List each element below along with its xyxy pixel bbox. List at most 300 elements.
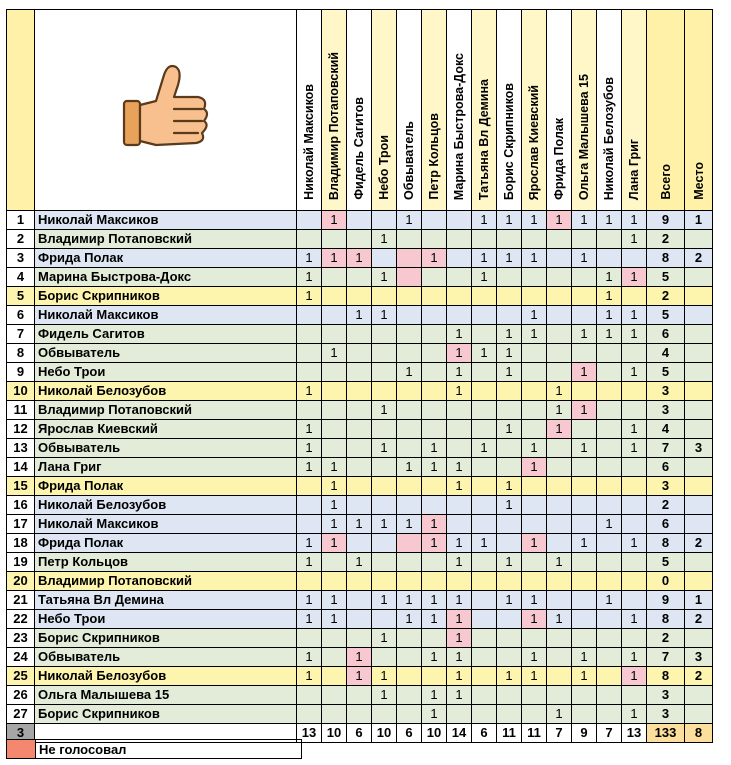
- row-total: 5: [647, 268, 685, 287]
- vote-cell: 1: [622, 667, 647, 686]
- vote-cell: 1: [322, 477, 347, 496]
- row-place: 1: [685, 211, 713, 230]
- vote-cell: [297, 572, 322, 591]
- vote-cell: [397, 325, 422, 344]
- row-total: 2: [647, 230, 685, 249]
- row-place: [685, 629, 713, 648]
- vote-cell: [372, 477, 397, 496]
- vote-cell: 1: [347, 667, 372, 686]
- vote-cell: 1: [547, 420, 572, 439]
- row-total: 8: [647, 667, 685, 686]
- vote-cell: 1: [347, 306, 372, 325]
- vote-cell: 1: [572, 211, 597, 230]
- table-row: [7, 401, 713, 420]
- vote-cell: 1: [447, 667, 472, 686]
- vote-cell: [497, 686, 522, 705]
- vote-cell: [522, 553, 547, 572]
- vote-cell: [372, 420, 397, 439]
- vote-cell: 1: [447, 344, 472, 363]
- row-total: 9: [647, 211, 685, 230]
- row-name: Ольга Малышева 15: [35, 686, 297, 705]
- row-total: 7: [647, 439, 685, 458]
- vote-cell: 1: [372, 401, 397, 420]
- votes-table: [6, 9, 713, 743]
- vote-cell: 1: [547, 401, 572, 420]
- vote-cell: 1: [622, 230, 647, 249]
- col-header-label: Ярослав Киевский: [527, 84, 541, 200]
- col-header-label: Лана Григ: [627, 138, 641, 200]
- footer-place: 8: [685, 724, 713, 743]
- vote-cell: [497, 439, 522, 458]
- header-row: [7, 10, 713, 211]
- vote-cell: [472, 382, 497, 401]
- row-name: Николай Максиков: [35, 306, 297, 325]
- row-place: 3: [685, 439, 713, 458]
- row-number: 23: [7, 629, 35, 648]
- vote-cell: 1: [547, 610, 572, 629]
- vote-cell: [597, 705, 622, 724]
- vote-cell: [447, 211, 472, 230]
- row-place: [685, 287, 713, 306]
- vote-cell: 1: [447, 686, 472, 705]
- table-row: [7, 382, 713, 401]
- row-total: 8: [647, 534, 685, 553]
- vote-cell: 1: [297, 610, 322, 629]
- vote-cell: [422, 344, 447, 363]
- column-total: 6: [397, 724, 422, 743]
- vote-cell: 1: [522, 610, 547, 629]
- row-place: 1: [685, 591, 713, 610]
- vote-cell: 1: [447, 534, 472, 553]
- vote-cell: [572, 572, 597, 591]
- vote-cell: [622, 496, 647, 515]
- vote-cell: 1: [597, 515, 622, 534]
- table-row: [7, 458, 713, 477]
- vote-cell: [522, 420, 547, 439]
- vote-cell: [347, 420, 372, 439]
- row-number: 1: [7, 211, 35, 230]
- vote-cell: [322, 230, 347, 249]
- table-row: [7, 211, 713, 230]
- vote-cell: 1: [422, 591, 447, 610]
- row-place: [685, 268, 713, 287]
- vote-cell: [422, 363, 447, 382]
- col-header: [322, 10, 347, 211]
- vote-cell: [572, 287, 597, 306]
- row-place: 2: [685, 534, 713, 553]
- vote-cell: [322, 306, 347, 325]
- grand-total: 133: [647, 724, 685, 743]
- vote-cell: [522, 477, 547, 496]
- row-name: Борис Скрипников: [35, 287, 297, 306]
- vote-cell: [497, 230, 522, 249]
- vote-cell: [347, 572, 372, 591]
- vote-cell: [622, 287, 647, 306]
- vote-cell: [397, 344, 422, 363]
- row-number: 15: [7, 477, 35, 496]
- vote-cell: 1: [297, 268, 322, 287]
- row-name: Марина Быстрова-Докс: [35, 268, 297, 287]
- row-name: Владимир Потаповский: [35, 572, 297, 591]
- vote-cell: [547, 515, 572, 534]
- vote-cell: 1: [322, 249, 347, 268]
- vote-cell: 1: [397, 591, 422, 610]
- vote-cell: [397, 667, 422, 686]
- vote-cell: [372, 534, 397, 553]
- vote-cell: [297, 363, 322, 382]
- vote-cell: [447, 572, 472, 591]
- vote-cell: [322, 363, 347, 382]
- table-row: [7, 572, 713, 591]
- row-number: 16: [7, 496, 35, 515]
- vote-cell: [397, 287, 422, 306]
- vote-cell: 1: [572, 648, 597, 667]
- vote-cell: [347, 211, 372, 230]
- row-total: 9: [647, 591, 685, 610]
- vote-cell: [397, 553, 422, 572]
- vote-cell: [522, 268, 547, 287]
- vote-cell: [497, 287, 522, 306]
- vote-cell: [572, 230, 597, 249]
- vote-cell: [572, 458, 597, 477]
- row-number: 11: [7, 401, 35, 420]
- vote-cell: 1: [547, 211, 572, 230]
- vote-cell: [597, 439, 622, 458]
- corner-cell: [7, 10, 35, 211]
- vote-cell: [397, 648, 422, 667]
- vote-cell: 1: [597, 325, 622, 344]
- row-place: 2: [685, 667, 713, 686]
- vote-cell: [547, 287, 572, 306]
- vote-cell: 1: [422, 648, 447, 667]
- col-header: [597, 10, 622, 211]
- vote-cell: 1: [622, 534, 647, 553]
- col-header-label: Ольга Малышева 15: [577, 73, 591, 200]
- vote-cell: 1: [297, 534, 322, 553]
- vote-cell: [497, 268, 522, 287]
- vote-cell: [572, 591, 597, 610]
- vote-cell: [297, 306, 322, 325]
- vote-cell: 1: [397, 458, 422, 477]
- vote-cell: [547, 344, 572, 363]
- vote-cell: [372, 325, 397, 344]
- vote-cell: [522, 629, 547, 648]
- vote-cell: 1: [622, 610, 647, 629]
- row-total: 3: [647, 477, 685, 496]
- vote-cell: [472, 306, 497, 325]
- row-name: Борис Скрипников: [35, 629, 297, 648]
- vote-cell: 1: [497, 667, 522, 686]
- col-header-label: Фидель Сагитов: [352, 97, 366, 200]
- row-number: 2: [7, 230, 35, 249]
- vote-cell: [547, 629, 572, 648]
- vote-cell: [297, 344, 322, 363]
- vote-cell: [397, 534, 422, 553]
- column-total: 10: [322, 724, 347, 743]
- vote-cell: [472, 401, 497, 420]
- vote-cell: [572, 420, 597, 439]
- vote-cell: [447, 401, 472, 420]
- vote-cell: [572, 344, 597, 363]
- vote-cell: [522, 496, 547, 515]
- vote-cell: 1: [322, 211, 347, 230]
- vote-cell: [347, 477, 372, 496]
- vote-cell: [572, 686, 597, 705]
- row-name: Фрида Полак: [35, 534, 297, 553]
- vote-cell: 1: [422, 439, 447, 458]
- vote-cell: 1: [547, 382, 572, 401]
- vote-cell: [372, 572, 397, 591]
- table-row: [7, 439, 713, 458]
- vote-cell: [297, 401, 322, 420]
- table-row: [7, 230, 713, 249]
- col-header: [347, 10, 372, 211]
- vote-cell: 1: [297, 591, 322, 610]
- vote-cell: [597, 553, 622, 572]
- vote-cell: [372, 705, 397, 724]
- vote-cell: [347, 629, 372, 648]
- vote-cell: 1: [322, 496, 347, 515]
- vote-cell: 1: [622, 306, 647, 325]
- vote-cell: [322, 439, 347, 458]
- vote-cell: [347, 610, 372, 629]
- row-place: [685, 705, 713, 724]
- vote-cell: [472, 363, 497, 382]
- logo-cell: [35, 10, 297, 211]
- vote-cell: 1: [622, 268, 647, 287]
- table-row: [7, 363, 713, 382]
- row-total: 0: [647, 572, 685, 591]
- row-total: 4: [647, 344, 685, 363]
- col-header: [547, 10, 572, 211]
- vote-cell: [447, 306, 472, 325]
- total-header: [647, 10, 685, 211]
- vote-cell: 1: [547, 553, 572, 572]
- vote-cell: [572, 382, 597, 401]
- vote-cell: [522, 515, 547, 534]
- row-total: 5: [647, 306, 685, 325]
- vote-cell: 1: [372, 686, 397, 705]
- vote-cell: [297, 705, 322, 724]
- vote-cell: [622, 401, 647, 420]
- row-total: 6: [647, 458, 685, 477]
- vote-cell: [347, 439, 372, 458]
- row-name: Обвыватель: [35, 439, 297, 458]
- vote-cell: [447, 230, 472, 249]
- vote-cell: [622, 477, 647, 496]
- row-name: Ярослав Киевский: [35, 420, 297, 439]
- vote-cell: [597, 477, 622, 496]
- vote-cell: [547, 439, 572, 458]
- vote-cell: [497, 515, 522, 534]
- vote-cell: 1: [572, 439, 597, 458]
- col-header: [297, 10, 322, 211]
- vote-cell: [622, 249, 647, 268]
- vote-cell: [472, 477, 497, 496]
- row-number: 8: [7, 344, 35, 363]
- row-name: Борис Скрипников: [35, 705, 297, 724]
- vote-cell: 1: [447, 591, 472, 610]
- row-name: Фидель Сагитов: [35, 325, 297, 344]
- row-place: [685, 458, 713, 477]
- vote-cell: [572, 705, 597, 724]
- vote-cell: 1: [447, 648, 472, 667]
- vote-cell: [297, 230, 322, 249]
- vote-cell: [347, 344, 372, 363]
- column-total: 13: [297, 724, 322, 743]
- vote-cell: [372, 496, 397, 515]
- vote-cell: [472, 686, 497, 705]
- table-row: [7, 591, 713, 610]
- vote-cell: 1: [347, 515, 372, 534]
- vote-cell: 1: [522, 325, 547, 344]
- row-total: 2: [647, 629, 685, 648]
- vote-cell: 1: [622, 211, 647, 230]
- vote-cell: [397, 686, 422, 705]
- vote-cell: 1: [572, 325, 597, 344]
- vote-cell: [297, 211, 322, 230]
- vote-cell: [597, 534, 622, 553]
- vote-cell: [522, 363, 547, 382]
- vote-cell: [547, 363, 572, 382]
- row-total: 6: [647, 515, 685, 534]
- vote-cell: 1: [372, 268, 397, 287]
- legend: [6, 739, 302, 759]
- row-number: 4: [7, 268, 35, 287]
- vote-cell: [347, 230, 372, 249]
- row-number: 21: [7, 591, 35, 610]
- vote-cell: [597, 249, 622, 268]
- vote-cell: [297, 496, 322, 515]
- table-row: [7, 610, 713, 629]
- vote-cell: [372, 458, 397, 477]
- vote-cell: [397, 439, 422, 458]
- vote-cell: 1: [397, 211, 422, 230]
- row-name: Николай Максиков: [35, 515, 297, 534]
- vote-cell: 1: [522, 211, 547, 230]
- row-name: Татьяна Вл Демина: [35, 591, 297, 610]
- vote-cell: [397, 705, 422, 724]
- col-header-label: Небо Трои: [377, 135, 391, 200]
- vote-cell: [472, 648, 497, 667]
- col-header: [472, 10, 497, 211]
- row-place: 3: [685, 648, 713, 667]
- vote-cell: 1: [397, 610, 422, 629]
- vote-cell: 1: [497, 496, 522, 515]
- vote-cell: [422, 211, 447, 230]
- vote-cell: [472, 458, 497, 477]
- vote-cell: [597, 667, 622, 686]
- vote-cell: 1: [497, 363, 522, 382]
- row-place: [685, 306, 713, 325]
- vote-cell: [572, 553, 597, 572]
- col-header-label: Николай Белозубов: [602, 76, 616, 200]
- vote-cell: [422, 572, 447, 591]
- col-header-label: Обвыватель: [402, 121, 416, 200]
- vote-cell: [397, 629, 422, 648]
- vote-cell: 1: [472, 534, 497, 553]
- vote-cell: [622, 458, 647, 477]
- vote-cell: 1: [497, 344, 522, 363]
- row-total: 3: [647, 382, 685, 401]
- vote-cell: 1: [297, 458, 322, 477]
- vote-cell: [572, 306, 597, 325]
- vote-cell: 1: [522, 306, 547, 325]
- vote-cell: [447, 515, 472, 534]
- row-name: Небо Трои: [35, 610, 297, 629]
- table-row: [7, 325, 713, 344]
- table-row: [7, 496, 713, 515]
- vote-cell: [322, 705, 347, 724]
- vote-cell: [472, 705, 497, 724]
- vote-cell: 1: [297, 249, 322, 268]
- vote-cell: 1: [497, 420, 522, 439]
- row-number: 5: [7, 287, 35, 306]
- vote-cell: 1: [322, 515, 347, 534]
- col-header-label: Борис Скрипников: [502, 82, 516, 200]
- vote-cell: [497, 648, 522, 667]
- vote-cell: [572, 629, 597, 648]
- table-row: [7, 287, 713, 306]
- vote-cell: [397, 249, 422, 268]
- vote-cell: 1: [297, 667, 322, 686]
- vote-cell: 1: [347, 553, 372, 572]
- table-row: [7, 249, 713, 268]
- vote-cell: 1: [472, 439, 497, 458]
- row-number: 26: [7, 686, 35, 705]
- vote-cell: [322, 268, 347, 287]
- vote-cell: [472, 553, 497, 572]
- vote-cell: 1: [497, 477, 522, 496]
- vote-cell: [547, 496, 572, 515]
- vote-cell: [597, 401, 622, 420]
- vote-cell: [597, 420, 622, 439]
- vote-cell: 1: [497, 211, 522, 230]
- row-name: Лана Григ: [35, 458, 297, 477]
- vote-cell: 1: [397, 363, 422, 382]
- place-header-label: Место: [691, 162, 706, 200]
- vote-cell: 1: [572, 249, 597, 268]
- row-place: [685, 477, 713, 496]
- vote-cell: [322, 287, 347, 306]
- column-total: 10: [372, 724, 397, 743]
- row-number: 17: [7, 515, 35, 534]
- column-total: 7: [547, 724, 572, 743]
- col-header-label: Владимир Потаповский: [327, 51, 341, 200]
- vote-cell: 1: [422, 686, 447, 705]
- row-place: [685, 496, 713, 515]
- vote-cell: [372, 553, 397, 572]
- col-header-label: Петр Кольцов: [427, 113, 441, 200]
- table-row: [7, 553, 713, 572]
- col-header: [622, 10, 647, 211]
- row-name: Владимир Потаповский: [35, 230, 297, 249]
- vote-cell: [397, 268, 422, 287]
- vote-cell: [422, 477, 447, 496]
- row-place: [685, 515, 713, 534]
- vote-cell: 1: [422, 610, 447, 629]
- row-place: [685, 686, 713, 705]
- table-row: [7, 705, 713, 724]
- vote-cell: 1: [372, 667, 397, 686]
- vote-cell: [422, 287, 447, 306]
- vote-cell: 1: [397, 515, 422, 534]
- row-total: 8: [647, 610, 685, 629]
- vote-cell: [422, 420, 447, 439]
- footer-label: 3: [7, 724, 35, 743]
- vote-cell: [397, 306, 422, 325]
- vote-cell: [397, 382, 422, 401]
